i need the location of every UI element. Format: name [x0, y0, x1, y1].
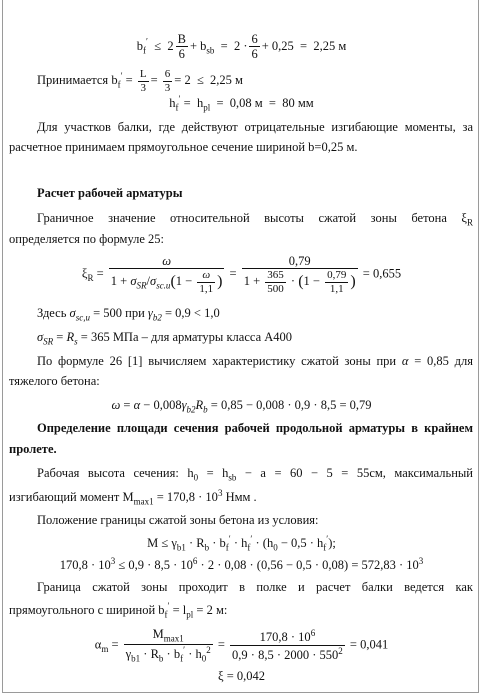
xi-r-result: = 0,655 [362, 266, 402, 281]
paragraph-working-height-line1: Рабочая высота сечения: $h_0 = h_{sb} - a = 60 - 5 = 55см$, максимальный [37, 466, 473, 483]
heading-reinforcement: Расчет рабочей арматуры [37, 186, 183, 200]
paragraph-formula26-line2: тяжелого бетона: [9, 374, 100, 388]
paragraph-negative-moments-line1: Для участков балки, где действуют отрицательные изгибающие моменты, за [37, 120, 473, 134]
paragraph-flange-line2: прямоугольного с шириной $b_f' = l_{pl} = 2$ м: [9, 601, 228, 620]
paragraph-boundary: Положение границы сжатой зоны бетона из условия: [37, 513, 319, 527]
equation-hf: $h_f' = h_{pl} = 0,08$ м = 80 мм [169, 94, 314, 113]
paragraph-formula26-line1: По формуле 26 [1] вычисляем характеристику сжатой зоны при α = 0,85 для [37, 354, 474, 368]
equation-condition-numeric: $170,8 \cdot 10^3 \le 0,9 \cdot 8,5 \cdot 10^6 \cdot 2 \cdot 0,08 \cdot (0,56 - 0,5 \cdot 0,08) = 572,83 \cdot 10^3$ [59, 556, 424, 573]
equation-bf-width: $b_f' \le 2$ $\frac{B}{6}$ + $b_{sb} = 2$ · $\frac{6}{6}$ + 0,25 = 2,25 м [136, 32, 347, 62]
paragraph-xi-r-line1: Граничное значение относительной высоты сжатой зоны бетона $\xi_R$ [37, 211, 473, 228]
paragraph-flange-line1: Граница сжатой зоны проходит в полке и расчет балки ведется как [37, 580, 473, 594]
heading-area-line1: Определение площади сечения рабочей продольной арматуры в крайнем [37, 421, 473, 435]
equation-omega: $\omega = \alpha - 0,008\gamma_{b2}R_b = 0,85 - 0,008 \cdot 0,9 \cdot 8,5 = 0,79$ [111, 398, 372, 415]
paragraph-working-height-line2: изгибающий момент $M_{max1} = 170,8 \cdot 10^3$ Нмм . [9, 488, 257, 507]
accepted-label: Принимается [37, 73, 109, 88]
equation-alpha-m: $\alpha_m$ = $\frac{M_{max1}}{\gamma_{b1} \cdot R_b \cdot b_f' \cdot h_0^2}$ = $\frac{170,8 \cdot 10^6}{0,9 \cdot 8,5 \cdot 2000 \cdot 550^2}$ = 0,041 [94, 627, 389, 664]
paragraph-xi-r-line2: определяется по формуле 25: [9, 232, 165, 246]
paragraph-negative-moments-line2: расчетное принимаем прямоугольное сечение шириной b=0,25 м. [9, 140, 358, 154]
equation-xi: ξ = 0,042 [218, 669, 265, 683]
equation-accepted-width: Принимается $b_f'$ = $\frac{L}{3}$ = $\frac{6}{3}$ = 2 ≤ 2,25 м [37, 68, 243, 94]
document-page [2, 0, 479, 693]
equation-sigma-sc-u: Здесь $\sigma_{sc,u} = 500$ при $\gamma_{b2} = 0,9 < 1,0$ [37, 306, 220, 323]
heading-area-line2: пролете. [9, 442, 57, 456]
equation-sigma-sr: $\sigma_{SR} = R_s = 365$ МПа – для арматуры класса А400 [37, 330, 293, 347]
equation-xi-r: $\xi_R$ = ω $1 + \sigma_{SR}/\sigma_{sc.u}(1$ − $\frac{\omega}{1,1}$ ) = 0,79 1 + $\frac{365}{500}$ · (1 − $\frac{0,79}{1,1}$ ) = 0,655 [81, 254, 402, 296]
equation-condition: $M \le \gamma_{b1} \cdot R_b \cdot b_f' \cdot h_f' \cdot (h_0 - 0,5 \cdot h_f')$; [147, 534, 336, 553]
alpha-m-result: = 0,041 [349, 637, 389, 652]
